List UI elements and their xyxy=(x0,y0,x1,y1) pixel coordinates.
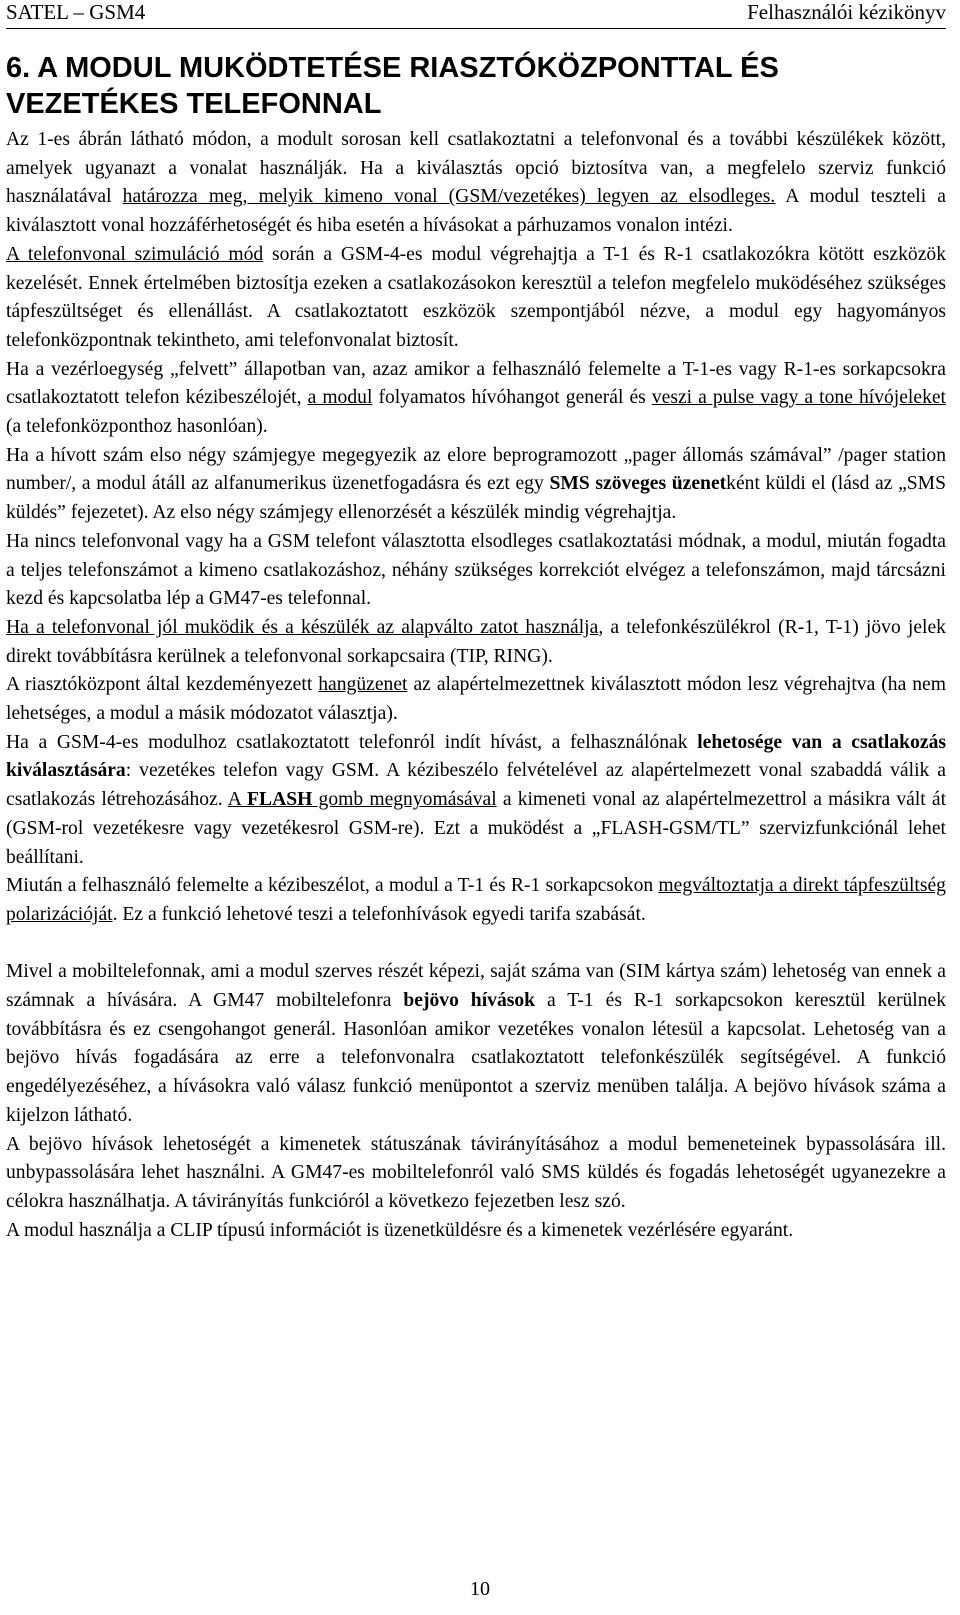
bold-text: SMS szöveges üzenet xyxy=(549,473,727,495)
text-span: az alapértelmezettnek kiválasztott módon lesz végrehajtva (ha nem lehetséges, a modul a másik módozatot választja). xyxy=(6,674,946,725)
flash-keyword: FLASH xyxy=(247,789,313,811)
underlined-text: A telefonvonal szimuláció mód xyxy=(6,243,264,265)
text-span: ként küldi el (lásd az „SMS küldés” fejezetet). Az elso négy számjegy ellenorzését a készülék mindig végrehajtja. xyxy=(6,473,946,524)
text-span: folyamatos hívóhangot generál és xyxy=(372,387,652,409)
page-header xyxy=(6,0,946,30)
body-text xyxy=(6,126,946,1245)
text-span: Ha a vezérloegység „felvett” állapotban van, azaz amikor a felhasználó felemelte a T-1-es vagy R-1-es sorkapcsokra csatlakoztatott telefon kézibeszélojét, xyxy=(6,358,946,409)
text-span: , a telefonkészülékrol (R-1, T-1) jövo jelek direkt továbbításra kerülnek a telefonvonal sorkapcsaira (TIP, RING). xyxy=(6,616,946,667)
paragraph-8 xyxy=(6,729,946,873)
paragraph-7 xyxy=(6,671,946,728)
underlined-text: hangüzenet xyxy=(318,674,408,696)
text-span: : vezetékes telefon vagy GSM. A kézibeszélo felvételével az alapértelmezett vonal szabaddá válik a csatlakozás létrehozásához. xyxy=(6,760,946,811)
paragraph-gap xyxy=(6,930,946,959)
header-divider xyxy=(6,28,946,29)
text-span: Ha nincs telefonvonal vagy ha a GSM telefont választotta elsodleges csatlakoztatási módnak, a modul, miután fogadta a teljes telefonszámot a kimeno csatlakozáshoz, néhány szükséges korrekciót elvégez a telefonszámon, majd tárcsázni kezd és kapcsolatba lép a GM47-es telefonnal. xyxy=(6,530,946,610)
text-span: Ha a GSM-4-es modulhoz csatlakoztatott telefonról indít hívást, a felhasználónak xyxy=(6,731,698,753)
text-span: Miután a felhasználó felemelte a kézibeszélot, a modul a T-1 és R-1 sorkapcsokon xyxy=(6,875,659,897)
paragraph-1 xyxy=(6,126,946,241)
underlined-text: Ha a telefonvonal jól muködik és a készülék az alapválto zatot használja xyxy=(6,616,599,638)
paragraph-12 xyxy=(6,1217,946,1246)
header-document-title: Felhasználói kézikönyv xyxy=(747,0,946,24)
paragraph-5 xyxy=(6,528,946,614)
text-span: Az 1-es ábrán látható módon, a modult sorosan kell csatlakoztatni a telefonvonal és a további készülékek között, amelyek ugyanazt a vonalat használják. Ha a kiválasztás opció biztosítva van, a megfelelo szerviz funkció használatával xyxy=(6,129,946,208)
text-span: A modul használja a CLIP típusú információt is üzenetküldésre és a kimenetek vezérlésére egyaránt. xyxy=(6,1219,794,1241)
paragraph-11 xyxy=(6,1131,946,1217)
underlined-text: megváltoztatja a direkt tápfeszültség polarizációját xyxy=(6,875,946,925)
underlined-text: veszi a pulse vagy a tone hívójeleket xyxy=(651,387,947,409)
text-span: a T-1 és R-1 sorkapcsokon keresztül kerülnek továbbításra és ez csengohangot generál. Hasonlóan amikor vezetékes vonalon létesül a kapcsolat. Lehetoség van a bejövo hívás fogadására az erre a telefonvonalra csatlakoztatott telefonkészülék segítségével. A funkció engedélyezéséhez, a hívásokra való válasz funkció menüpontot a szerviz menüben találja. A bejövo hívások száma a kijelzon látható. xyxy=(6,990,947,1126)
heading-line-1: 6. A MODUL MUKÖDTETÉSE RIASZTÓKÖZPONTTAL ÉS xyxy=(6,52,779,84)
heading-line-2: VEZETÉKES TELEFONNAL xyxy=(6,88,382,120)
bold-text: bejövo hívások xyxy=(403,990,536,1012)
bold-text: lehetosége van a csatlakozás kiválasztására xyxy=(6,731,946,782)
paragraph-9 xyxy=(6,872,946,929)
underlined-text: A xyxy=(227,789,248,811)
text-span: A bejövo hívások lehetoségét a kimenetek státuszának távirányításához a modul bemeneteinek bypassolására ill. unbypassolására lehet használni. A GM47-es mobiltelefonról való SMS küldés és fogadás lehetoségét ugyanezekre a célokra használhatja. A távirányítás funkcióról a következo fejezetben lesz szó. xyxy=(6,1133,946,1212)
text-span: során a GSM-4-es modul végrehajtja a T-1 és R-1 csatlakozókra kötött eszközök kezelését. Ennek értelmében biztosítja ezeken a csatlakozásokon keresztül a telefon megfelelo muködéséhez szükséges tápfeszültséget és ellenállást. A csatlakoztatott eszközök szempontjából nézve, a modul egy hagyományos telefonközpontnak tekintheto, ami telefonvonalat biztosít. xyxy=(6,243,946,351)
text-span: A modul teszteli a kiválasztott vonal hozzáférhetoségét és hiba esetén a hívásokat a párhuzamos vonalon intézi. xyxy=(6,186,946,237)
text-span: (a telefonközponthoz hasonlóan). xyxy=(6,416,268,438)
paragraph-4 xyxy=(6,442,946,528)
header-product-name: SATEL – GSM4 xyxy=(6,0,146,24)
text-span: Ha a hívott szám elso négy számjegye megegyezik az elore beprogramozott „pager állomás számával” /pager station number/, a modul átáll az alfanumerikus üzenetfogadásra és ezt egy xyxy=(6,444,946,495)
text-span: a kimeneti vonal az alapértelmezettrol a másikra vált át (GSM-rol vezetékesre vagy vezetékesrol GSM-re). Ezt a muködést a „FLASH-GSM/TL” szervizfunkciónál lehet beállítani. xyxy=(6,789,947,868)
underlined-text: határozza meg, melyik kimeno vonal (GSM/vezetékes) legyen az elsodleges. xyxy=(122,186,776,208)
underlined-text: gomb megnyomásával xyxy=(312,789,497,811)
paragraph-10 xyxy=(6,958,946,1130)
paragraph-2 xyxy=(6,241,946,356)
underlined-text: a modul xyxy=(307,387,373,409)
page-number: 10 xyxy=(470,1578,490,1600)
paragraph-3 xyxy=(6,356,946,442)
paragraph-6 xyxy=(6,614,946,671)
text-span: Mivel a mobiltelefonnak, ami a modul szerves részét képezi, saját száma van (SIM kártya szám) lehetoség van ennek a számnak a hívására. A GM47 mobiltelefonra xyxy=(6,961,946,1012)
text-span: . Ez a funkció lehetové teszi a telefonhívások egyedi tarifa szabását. xyxy=(112,903,646,925)
section-heading xyxy=(6,50,946,122)
text-span: A riasztóközpont által kezdeményezett xyxy=(6,674,319,696)
